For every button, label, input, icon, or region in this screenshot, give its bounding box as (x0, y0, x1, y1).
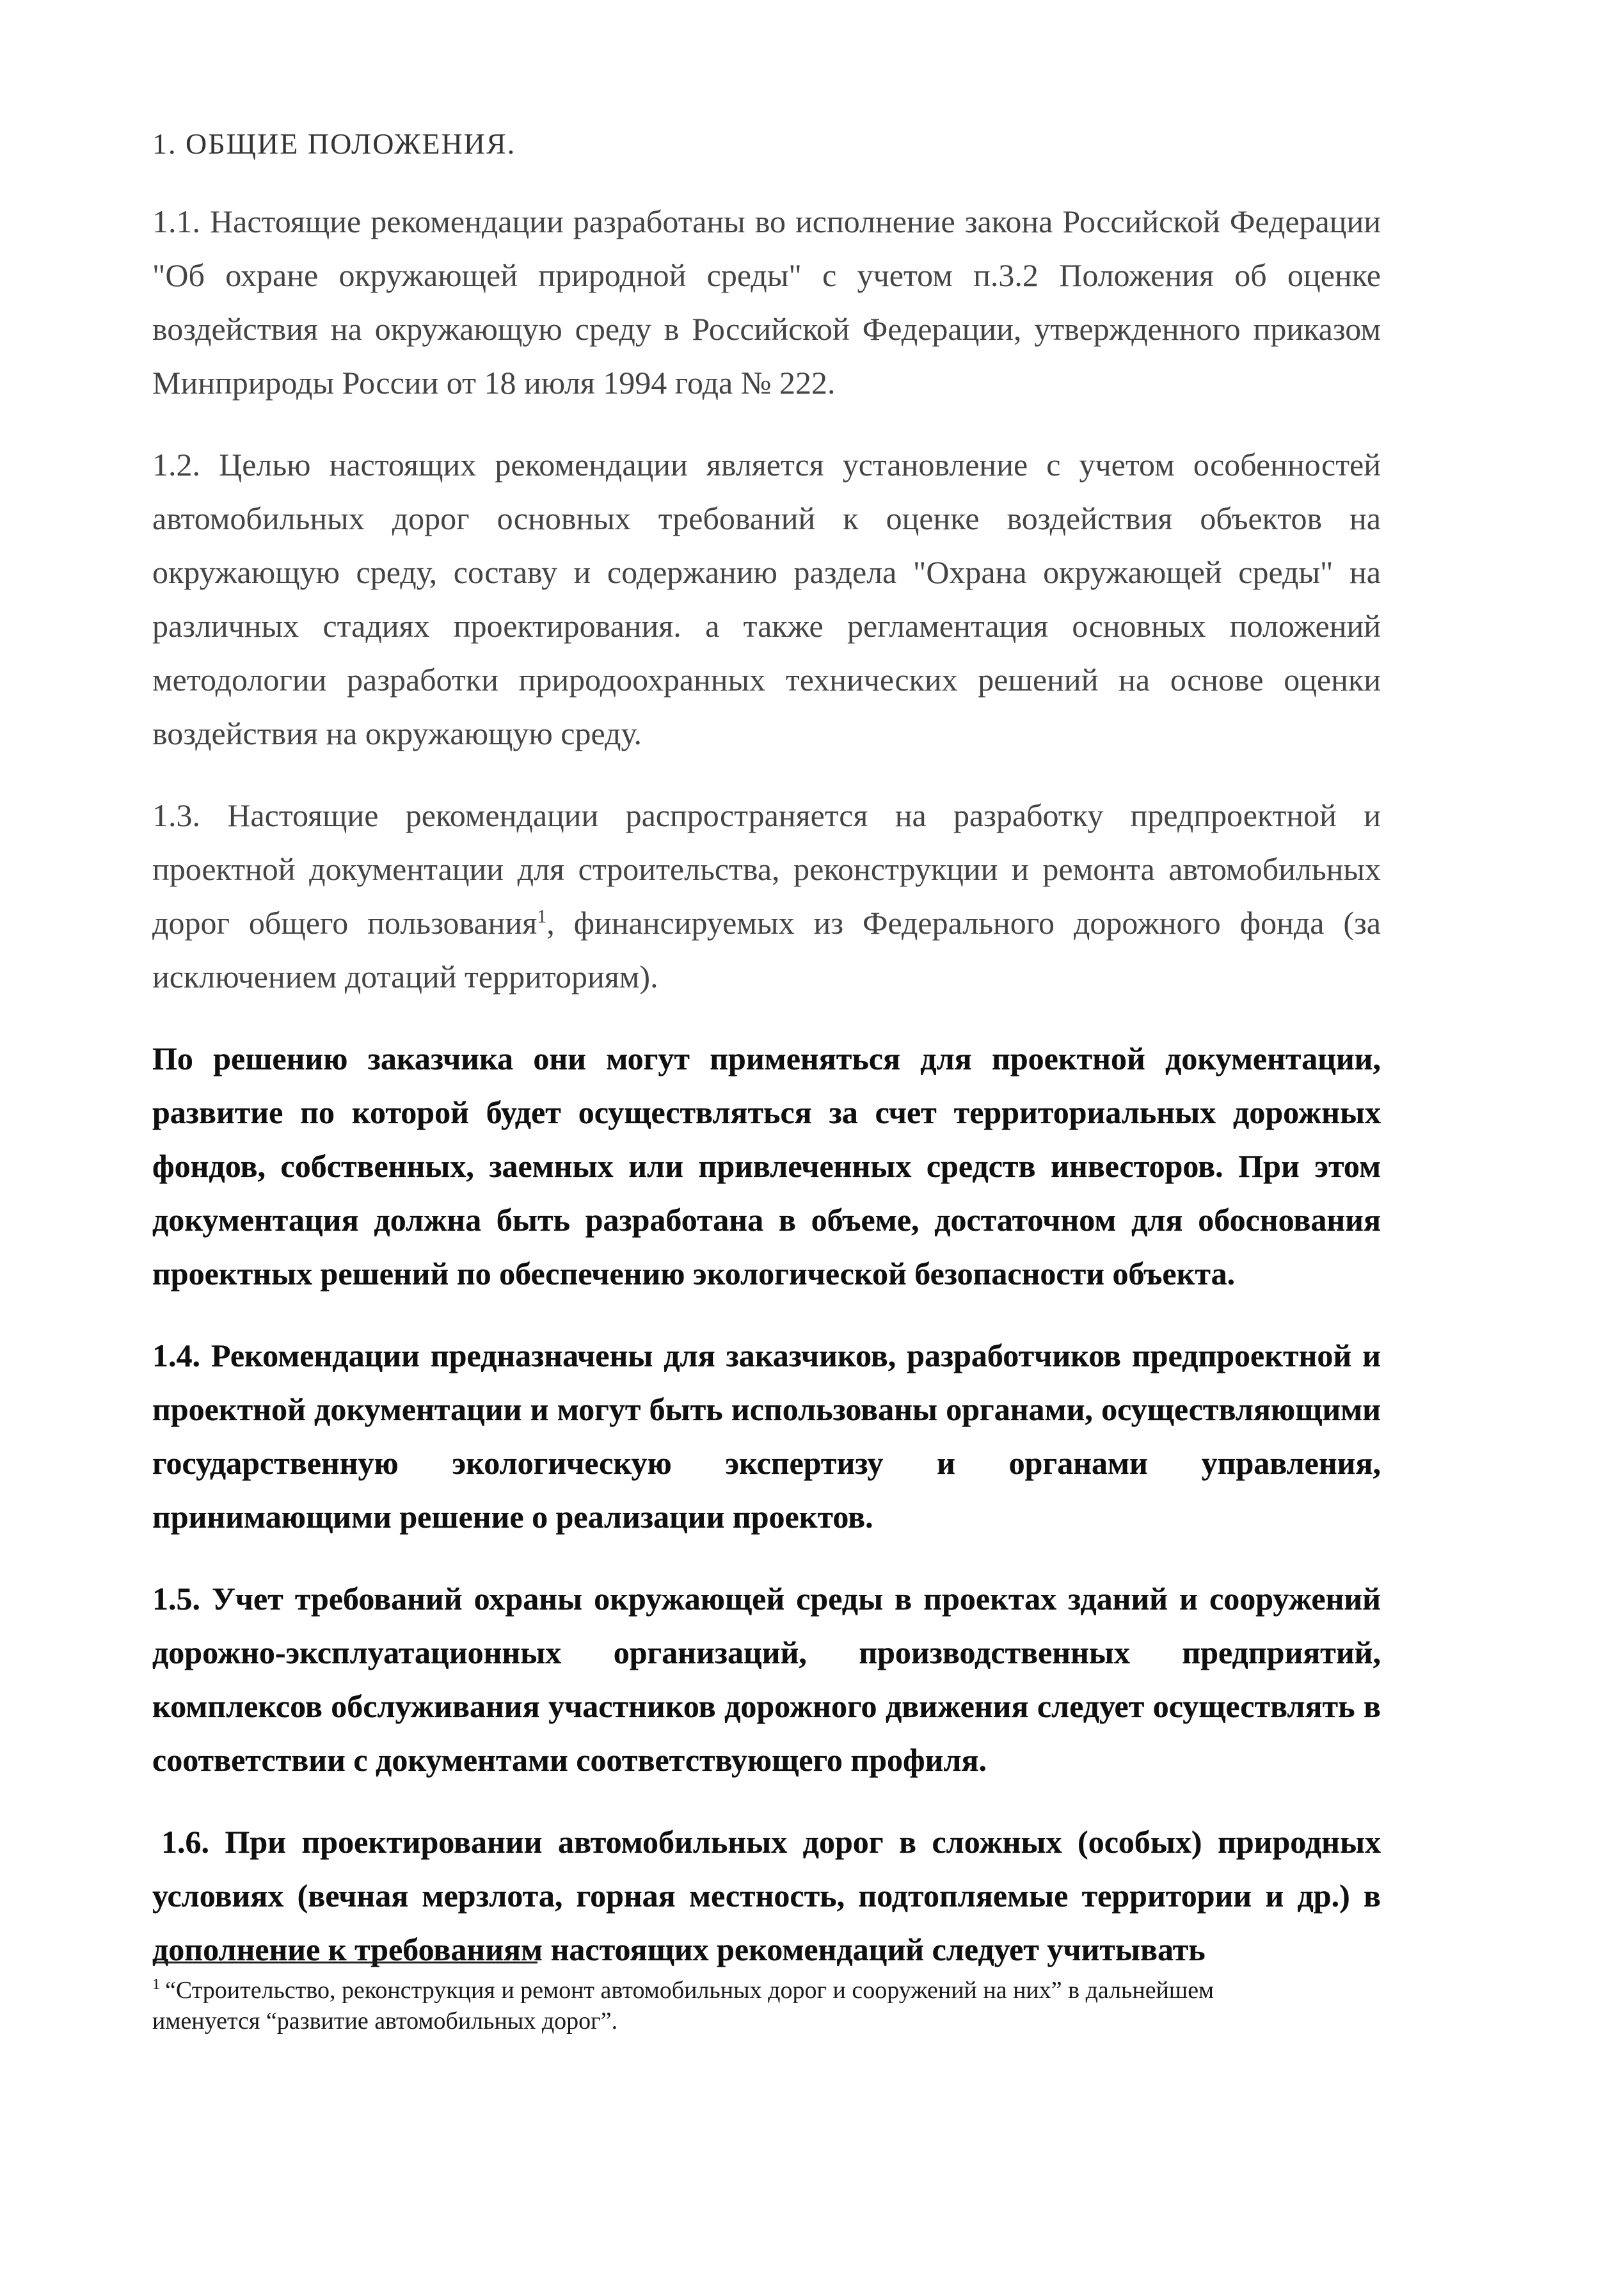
paragraph-1-1: 1.1. Настоящие рекомендации разработаны во исполнение закона Российской Федерации "Об охране окружающей природной среды" с учетом п.3.2 Положения об оценке воздействия на окружающую среду в Российской Федерации, утвержденного приказом Минприроды России от 18 июля 1994 года № 222. (152, 204, 1381, 401)
paragraph-1-3-text-a: 1.3. Настоящие рекомендации распространяется на разработку предпроектной и проектной документации для строительства, реконструкции и ремонта автомобильных дорог общего пользования (152, 797, 1381, 941)
paragraph-1-5: 1.5. Учет требований охраны окружающей среды в проектах зданий и сооружений дорожно-эксплуатационных организаций, производственных предприятий, комплексов обслуживания участников дорожного движения следует осуществлять в соответствии с документами соответствующего профиля. (152, 1581, 1381, 1778)
footnote-separator (154, 1962, 537, 1963)
footnote-text: “Строительство, реконструкция и ремонт автомобильных дорог и сооружений на них” в дальнейшем именуется “развитие автомобильных дорог”. (152, 1977, 1214, 2034)
paragraph-1-6: 1.6. При проектировании автомобильных дорог в сложных (особых) природных условиях (вечная мерзлота, горная местность, подтопляемые территории и др.) в дополнение к требованиям настоящих рекомендаций следует учитывать (152, 1824, 1381, 1967)
paragraph-1-2: 1.2. Целью настоящих рекомендации является установление с учетом особенностей автомобильных дорог основных требований к оценке воздействия объектов на окружающую среду, составу и содержанию раздела "Охрана окружающей среды" на различных стадиях проектирования. а также регламентация основных положений методологии разработки природоохранных технических решений на основе оценки воздействия на окружающую среду. (152, 447, 1381, 751)
footnote (152, 1975, 1317, 2036)
paragraph-1-4: 1.4. Рекомендации предназначены для заказчиков, разработчиков предпроектной и проектной документации и могут быть использованы органами, осуществляющими государственную экологическую экспертизу и органами управления, принимающими решение о реализации проектов. (152, 1338, 1381, 1535)
paragraph-1-3-text-b: , финансируемых из Федерального дорожного фонда (за исключением дотаций территориям). (152, 905, 1381, 995)
paragraph-customer-decision: По решению заказчика они могут применяться для проектной документации, развитие по которой будет осуществляться за счет территориальных дорожных фондов, собственных, заемных или привлеченных средств инвесторов. При этом документация должна быть разработана в объеме, достаточном для обоснования проектных решений по обеспечению экологической безопасности объекта. (152, 1041, 1381, 1291)
paragraph-1-3 (152, 788, 1381, 1003)
section-heading: 1. ОБЩИЕ ПОЛОЖЕНИЯ. (152, 127, 516, 160)
footnote-reference: 1 (537, 906, 547, 927)
footnote-mark: 1 (152, 1976, 160, 1994)
document-body (152, 122, 1381, 2004)
